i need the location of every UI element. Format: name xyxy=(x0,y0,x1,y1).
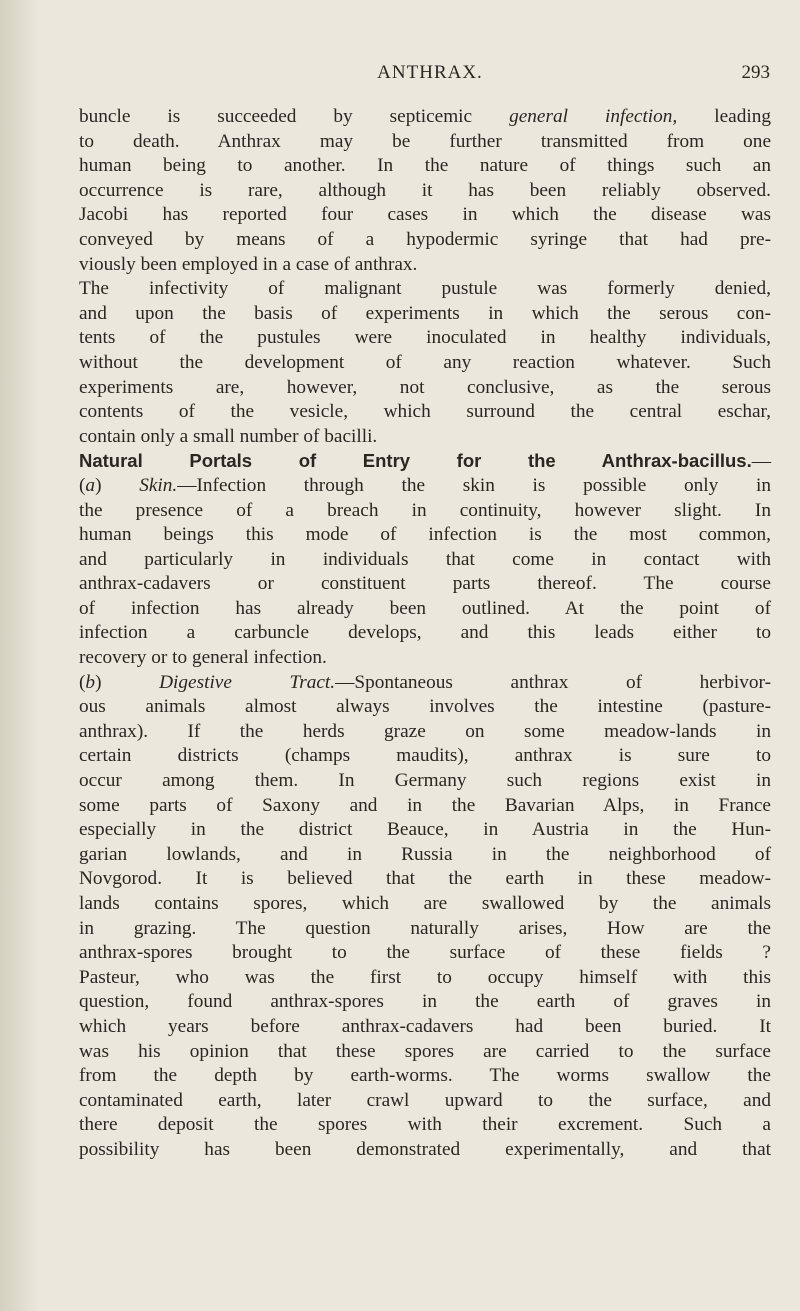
text-run: anthrax-cadavers or constituent parts thereof. The course xyxy=(79,573,771,595)
text-line xyxy=(79,597,771,622)
text-line xyxy=(79,646,771,671)
text-run: experiments are, however, not conclusive, as the serous xyxy=(79,376,771,398)
italic-run: Digestive Tract. xyxy=(159,671,336,693)
text-line xyxy=(79,1089,771,1114)
text-run: Novgorod. It is believed that the earth in these meadow- xyxy=(79,868,771,890)
page-header xyxy=(80,62,770,92)
text-run: some parts of Saxony and in the Bavarian Alps, in France xyxy=(79,794,771,816)
text-run: recovery or to general infection. xyxy=(79,647,327,669)
text-line xyxy=(79,695,771,720)
text-run: and particularly in individuals that come in contact with xyxy=(79,548,771,570)
text-run: The infectivity of malignant pustule was formerly denied, xyxy=(79,278,771,300)
text-run: possibility has been demonstrated experimentally, and that xyxy=(79,1138,771,1160)
text-run: there deposit the spores with their excrement. Such a xyxy=(79,1114,771,1136)
text-line xyxy=(79,105,771,130)
text-line xyxy=(79,843,771,868)
section-heading: Natural Portals of Entry for the Anthrax-bacillus. xyxy=(79,450,752,472)
text-run: contaminated earth, later crawl upward to the surface, and xyxy=(79,1089,771,1111)
text-line xyxy=(79,523,771,548)
text-run: occurrence is rare, although it has been reliably observed. xyxy=(79,179,771,201)
text-run: which years before anthrax-cadavers had been buried. It xyxy=(79,1015,771,1037)
text-line xyxy=(79,966,771,991)
italic-run: Skin. xyxy=(139,474,178,496)
text-line xyxy=(79,326,771,351)
text-run: leading xyxy=(677,106,771,127)
text-run: conveyed by means of a hypodermic syringe that had pre- xyxy=(79,228,771,250)
body-text xyxy=(79,105,771,1163)
text-run: ( xyxy=(79,671,86,693)
text-line xyxy=(79,277,771,302)
text-run: —Infection through the skin is possible only in xyxy=(177,474,771,496)
page-number: 293 xyxy=(741,62,770,83)
text-run: contain only a small number of bacilli. xyxy=(79,425,378,447)
italic-run: a xyxy=(85,474,96,496)
text-line xyxy=(79,253,771,278)
text-run: in grazing. The question naturally arises, How are the xyxy=(79,917,771,939)
text-line xyxy=(79,572,771,597)
text-run: contents of the vesicle, which surround the central eschar, xyxy=(79,401,771,423)
text-run: certain districts (champs maudits), anthrax is sure to xyxy=(79,745,771,767)
text-line xyxy=(79,769,771,794)
text-run: human being to another. In the nature of things such an xyxy=(79,155,771,177)
text-run: especially in the district Beauce, in Austria in the Hun- xyxy=(79,819,771,841)
text-run: infection a carbuncle develops, and this leads either to xyxy=(79,622,771,644)
text-line xyxy=(79,400,771,425)
text-line xyxy=(79,548,771,573)
text-line xyxy=(79,1040,771,1065)
page-gutter-shadow xyxy=(0,0,40,1311)
text-line xyxy=(79,130,771,155)
text-line xyxy=(79,990,771,1015)
text-line xyxy=(79,376,771,401)
text-line xyxy=(79,203,771,228)
text-line xyxy=(79,425,771,450)
text-run: ) xyxy=(95,671,160,693)
text-run: viously been employed in a case of anthrax. xyxy=(79,253,418,275)
text-line xyxy=(79,621,771,646)
text-run: from the depth by earth-worms. The worms swallow the xyxy=(79,1065,771,1087)
text-run: garian lowlands, and in Russia in the neighborhood of xyxy=(79,843,771,865)
text-line xyxy=(79,794,771,819)
text-run: of infection has already been outlined. At the point of xyxy=(79,597,771,619)
text-line xyxy=(79,449,771,474)
text-run: and upon the basis of experiments in which the serous con- xyxy=(79,302,771,324)
text-run: ous animals almost always involves the intestine (pasture- xyxy=(79,696,771,718)
text-run: anthrax-spores brought to the surface of these fields ? xyxy=(79,942,771,964)
text-run: to death. Anthrax may be further transmitted from one xyxy=(79,130,771,152)
text-run: question, found anthrax-spores in the earth of graves in xyxy=(79,991,771,1013)
text-run: Pasteur, who was the first to occupy himself with this xyxy=(79,966,771,988)
text-line xyxy=(79,1138,771,1163)
text-line xyxy=(79,351,771,376)
text-run: ) xyxy=(95,474,140,496)
text-line xyxy=(79,941,771,966)
text-run: human beings this mode of infection is the most common, xyxy=(79,524,771,546)
text-line xyxy=(79,818,771,843)
text-line xyxy=(79,179,771,204)
text-line xyxy=(79,474,771,499)
text-line xyxy=(79,744,771,769)
text-run: the presence of a breach in continuity, however slight. In xyxy=(79,499,771,521)
text-run: anthrax). If the herds graze on some meadow-lands in xyxy=(79,720,771,742)
italic-run: b xyxy=(85,671,96,693)
text-run: occur among them. In Germany such regions exist in xyxy=(79,770,771,792)
text-run: without the development of any reaction whatever. Such xyxy=(79,351,771,373)
text-line xyxy=(79,892,771,917)
text-line xyxy=(79,917,771,942)
text-run: buncle is succeeded by septicemic xyxy=(79,106,510,127)
running-head: ANTHRAX. xyxy=(377,62,483,83)
text-run: —Spontaneous anthrax of herbivor- xyxy=(335,671,771,693)
text-run: ( xyxy=(79,474,86,496)
text-run: — xyxy=(751,451,771,473)
text-line xyxy=(79,671,771,696)
text-line xyxy=(79,720,771,745)
text-line xyxy=(79,499,771,524)
text-run: Jacobi has reported four cases in which the disease was xyxy=(79,204,771,226)
text-run: lands contains spores, which are swallowed by the animals xyxy=(79,893,771,914)
text-run: tents of the pustules were inoculated in healthy individuals, xyxy=(79,327,771,349)
text-line xyxy=(79,228,771,253)
italic-run: general infection, xyxy=(509,106,678,127)
text-line xyxy=(79,154,771,179)
text-line xyxy=(79,1015,771,1040)
text-line xyxy=(79,1113,771,1138)
text-line xyxy=(79,1064,771,1089)
text-line xyxy=(79,302,771,327)
text-line xyxy=(79,867,771,892)
text-run: was his opinion that these spores are carried to the surface xyxy=(79,1040,771,1062)
